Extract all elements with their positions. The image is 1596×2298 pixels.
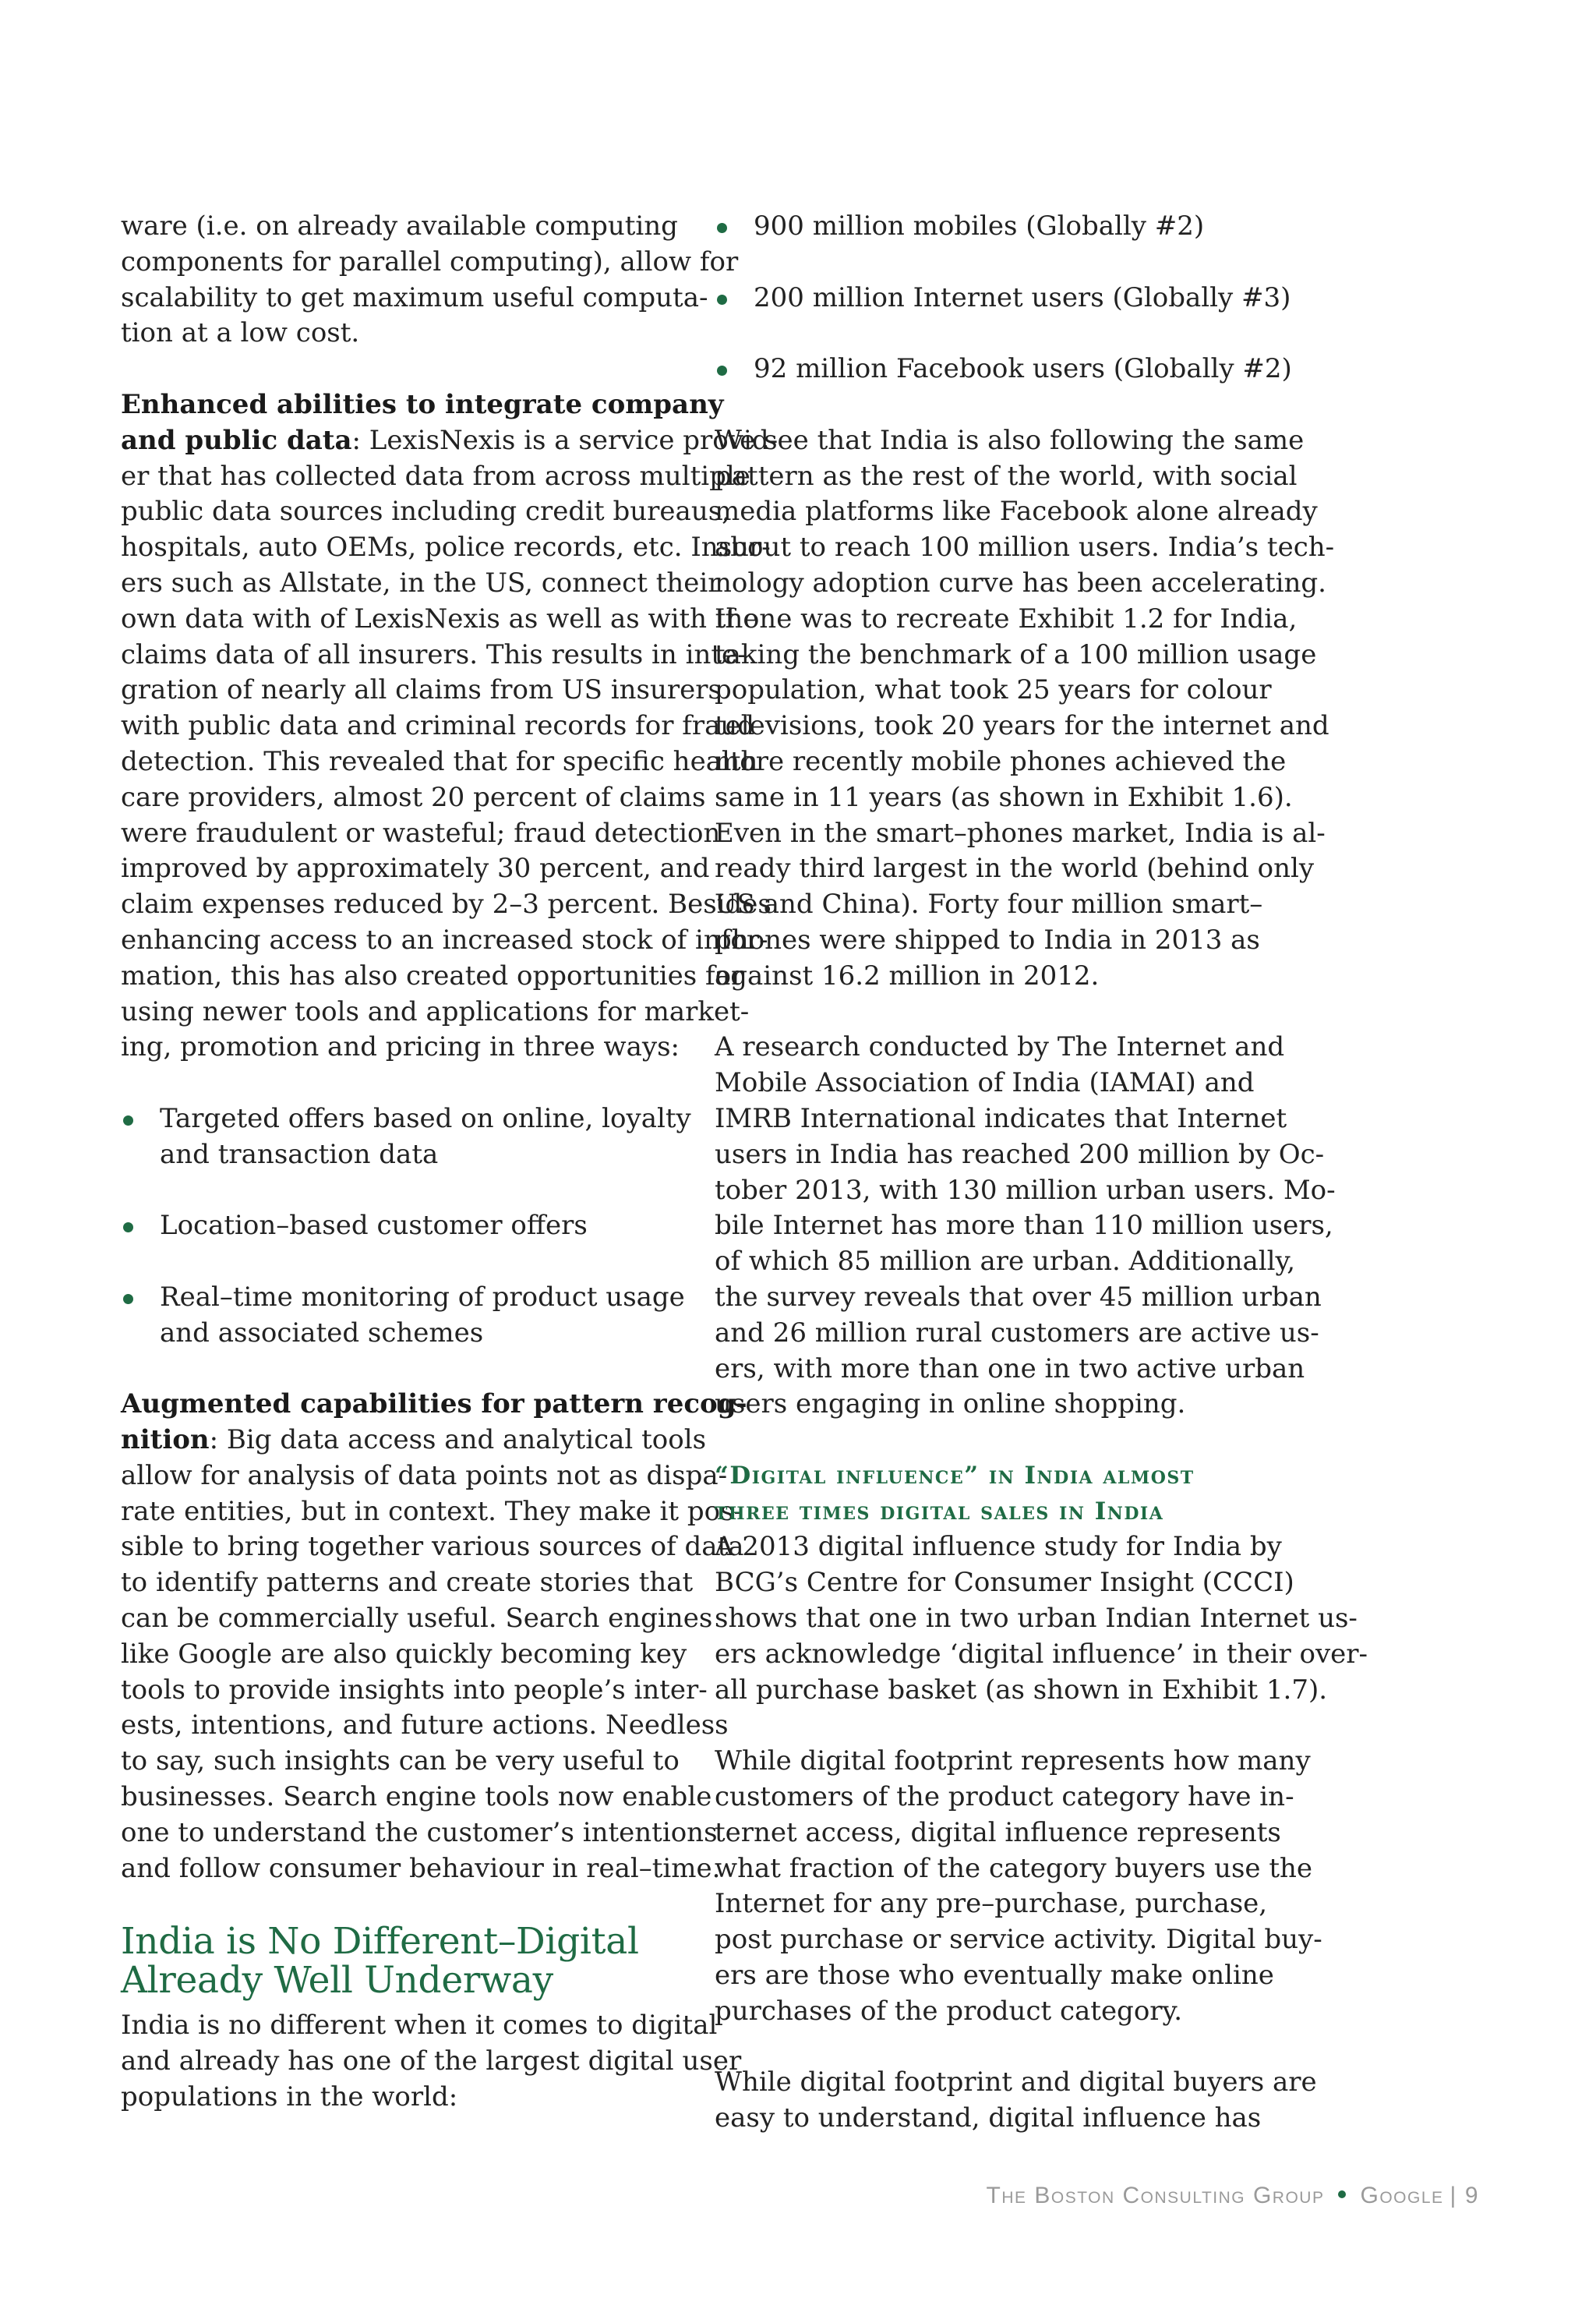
footer-client: Google	[1360, 2183, 1444, 2208]
left-column	[121, 209, 779, 2151]
page-number: 9	[1464, 2183, 1479, 2208]
footprint-paragraph: While digital footprint represents how many customers of the product category have in- ternet access, digital influence represents what fraction of the category buyers use the Internet for any pre–purchase, purchase, post purchase or service activity. Digital buy- ers are those who eventually make online purchases of the product category.	[715, 1745, 1322, 2027]
list-item: 92 million Facebook users (Globally #2)	[715, 352, 1280, 387]
augmented-capabilities-paragraph: Augmented capabilities for pattern recog- nition: Big data access and analytical tools allow for analysis of data points not as dispa- rate entities, but in context. They make it pos- sible to bring together various sources of data to identify patterns and create stories that can be commercially useful. Search engines like Google are also quickly becoming key tools to provide insights into people’s inter- ests, intentions, and future actions. Needless to say, such insights can be very useful to businesses. Search engine tools now enable one to understand the customer’s intentions and follow consumer behaviour in real–time.	[121, 1388, 747, 1884]
bullet-icon	[123, 1294, 133, 1304]
iamai-paragraph: A research conducted by The Internet and Mobile Association of India (IAMAI) and IMRB International indicates that Internet users in India has reached 200 million by Oc- tober 2013, with 130 million urban users. Mo- bile Internet has more than 110 million users, of which 85 million are urban. Additionally, the survey reveals that over 45 million urban and 26 million rural customers are active us- ers, with more than one in two active urban users engaging in online shopping.	[715, 1031, 1336, 1420]
bullet-icon	[123, 1115, 133, 1126]
section-intro-paragraph: India is no different when it comes to digital and already has one of the largest digital user populations in the world:	[121, 2010, 742, 2112]
footer-publisher: The Boston Consulting Group	[986, 2183, 1325, 2208]
india-stats-list	[715, 209, 1292, 387]
right-column	[715, 209, 1368, 2172]
bullet-icon	[717, 295, 727, 305]
bullet-icon	[123, 1222, 133, 1232]
adoption-paragraph: We see that India is also following the same pattern as the rest of the world, with social media platforms like Facebook alone already about to reach 100 million users. India’s tech- nology adoption curve has been accelerating. If one was to recreate Exhibit 1.2 for India, taking the benchmark of a 100 million usage population, what took 25 years for colour televisions, took 20 years for the internet and more recently mobile phones achieved the same in 11 years (as shown in Exhibit 1.6). Even in the smart–phones market, India is al- ready third largest in the world (behind only US and China). Forty four million smart– phones were shipped to India in 2013 as against 16.2 million in 2012.	[715, 424, 1335, 992]
bullet-icon	[717, 366, 727, 376]
digital-influence-subheading: “Digital influence” in India almost three times digital sales in India	[715, 1461, 1195, 1526]
section-heading: India is No Different–Digital Already Well Underway	[121, 1920, 639, 2003]
list-item: Location–based customer offers	[121, 1208, 682, 1244]
augmented-capabilities-heading: Augmented capabilities for pattern recog-	[121, 1388, 747, 1420]
marketing-ways-list	[121, 1101, 691, 1352]
list-item: 200 million Internet users (Globally #3)	[715, 281, 1280, 316]
closing-paragraph: While digital footprint and digital buyers are easy to understand, digital influence has	[715, 2066, 1317, 2134]
enhanced-abilities-heading: Enhanced abilities to integrate company	[121, 388, 724, 420]
list-item: Targeted offers based on online, loyalty and transaction data	[121, 1101, 682, 1173]
intro-paragraph: ware (i.e. on already available computing components for parallel computing), allow for scalability to get maximum useful computa- tion at a low cost.	[121, 210, 739, 349]
ccci-paragraph: A 2013 digital influence study for India by BCG’s Centre for Consumer Insight (CCCI) shows that one in two urban Indian Internet us- ers acknowledge ‘digital influence’ in their over- all purchase basket (as shown in Exhibit 1.7).	[715, 1531, 1368, 1706]
bullet-icon	[717, 223, 727, 233]
page-footer	[987, 2183, 1479, 2209]
enhanced-abilities-paragraph: Enhanced abilities to integrate company and public data: LexisNexis is a service provid- er that has collected data from across multiple public data sources including credit bureaus, hospitals, auto OEMs, police records, etc. Insur- ers such as Allstate, in the US, connect their own data with of LexisNexis as well as with the claims data of all insurers. This results in inte- gration of nearly all claims from US insurers with public data and criminal records for fraud detection. This revealed that for specific health care providers, almost 20 percent of claims were fraudulent or wasteful; fraud detection improved by approximately 30 percent, and claim expenses reduced by 2–3 percent. Besides enhancing access to an increased stock of infor- mation, this has also created opportunities for using newer tools and applications for market- ing, promotion and pricing in three ways:	[121, 388, 779, 1063]
list-item: Real–time monitoring of product usage and associated schemes	[121, 1280, 682, 1352]
list-item: 900 million mobiles (Globally #2)	[715, 209, 1280, 245]
footer-separator: |	[1449, 2183, 1457, 2208]
footer-dot-icon	[1338, 2190, 1346, 2198]
